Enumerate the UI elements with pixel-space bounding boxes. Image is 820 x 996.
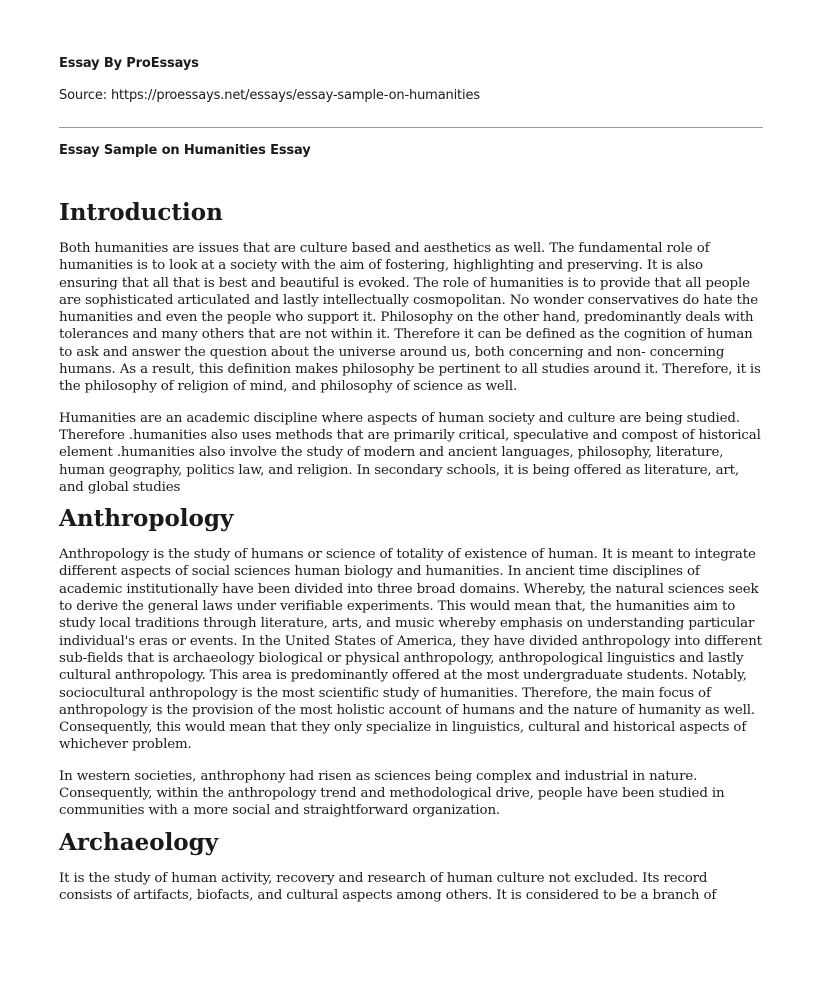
- essay-title: Essay Sample on Humanities Essay: [59, 143, 311, 158]
- section-heading: Anthropology: [59, 505, 234, 533]
- section-heading: Introduction: [59, 199, 223, 226]
- paragraph: Humanities are an academic discipline where aspects of human society and culture are being studied. Therefore .humanities also uses methods that are primarily critical, speculative and compost of historical element .humanities also involve the study of modern and ancient languages, philosophy, literature, human geography, politics law, and religion. In secondary schools, it is being offered as literature, art, and global studies: [59, 410, 761, 495]
- section-anthropology: [59, 504, 763, 819]
- section-heading: Archaeology: [59, 828, 219, 856]
- source-line: Source: https://proessays.net/essays/essay-sample-on-humanities: [59, 88, 480, 103]
- section-introduction: [59, 198, 763, 496]
- header-divider: [59, 127, 763, 128]
- paragraph: It is the study of human activity, recovery and research of human culture not excluded. Its record consists of artifacts, biofacts, and cultural aspects among others. It is considered to be a branch of: [59, 870, 717, 903]
- paragraph: Both humanities are issues that are culture based and aesthetics as well. The fundamental role of humanities is to look at a society with the aim of fostering, highlighting and preserving. It is also ensuring that all that is best and beautiful is evoked. The role of humanities is to provide that all people are sophisticated articulated and lastly intellectually cosmopolitan. No wonder conservatives do hate the humanities and even the people who support it. Philosophy on the other hand, predominantly deals with tolerances and many others that are not within it. Therefore it can be defined as the cognition of human to ask and answer the question about the universe around us, both concerning and non- concerning humans. As a result, this definition makes philosophy be pertinent to all studies around it. Therefore, it is the philosophy of religion of mind, and philosophy of science as well.: [59, 241, 761, 395]
- paragraph: Anthropology is the study of humans or science of totality of existence of human. It is meant to integrate different aspects of social sciences human biology and humanities. In ancient time disciplines of academic institutionally have been divided into three broad domains. Whereby, the natural sciences seek to derive the general laws under verifiable experiments. This would mean that, the humanities aim to study local traditions through literature, arts, and music whereby emphasis on understanding particular individual's eras or events. In the United States of America, they have divided anthropology into different sub-fields that is archaeology biological or physical anthropology, anthropological linguistics and lastly cultural anthropology. This area is predominantly offered at the most undergraduate students. Notably, sociocultural anthropology is the most scientific study of humanities. Therefore, the main focus of anthropology is the provision of the most holistic account of humans and the nature of humanity as well. Consequently, this would mean that they only specialize in linguistics, cultural and historical aspects of whichever problem.: [59, 547, 762, 753]
- paragraph: In western societies, anthrophony had risen as sciences being complex and industrial in nature. Consequently, within the anthropology trend and methodological drive, people have been studied in communities with a more social and straightforward organization.: [59, 768, 725, 819]
- publisher-title: Essay By ProEssays: [59, 56, 199, 71]
- essay-body: [59, 198, 763, 918]
- section-archaeology: [59, 828, 763, 905]
